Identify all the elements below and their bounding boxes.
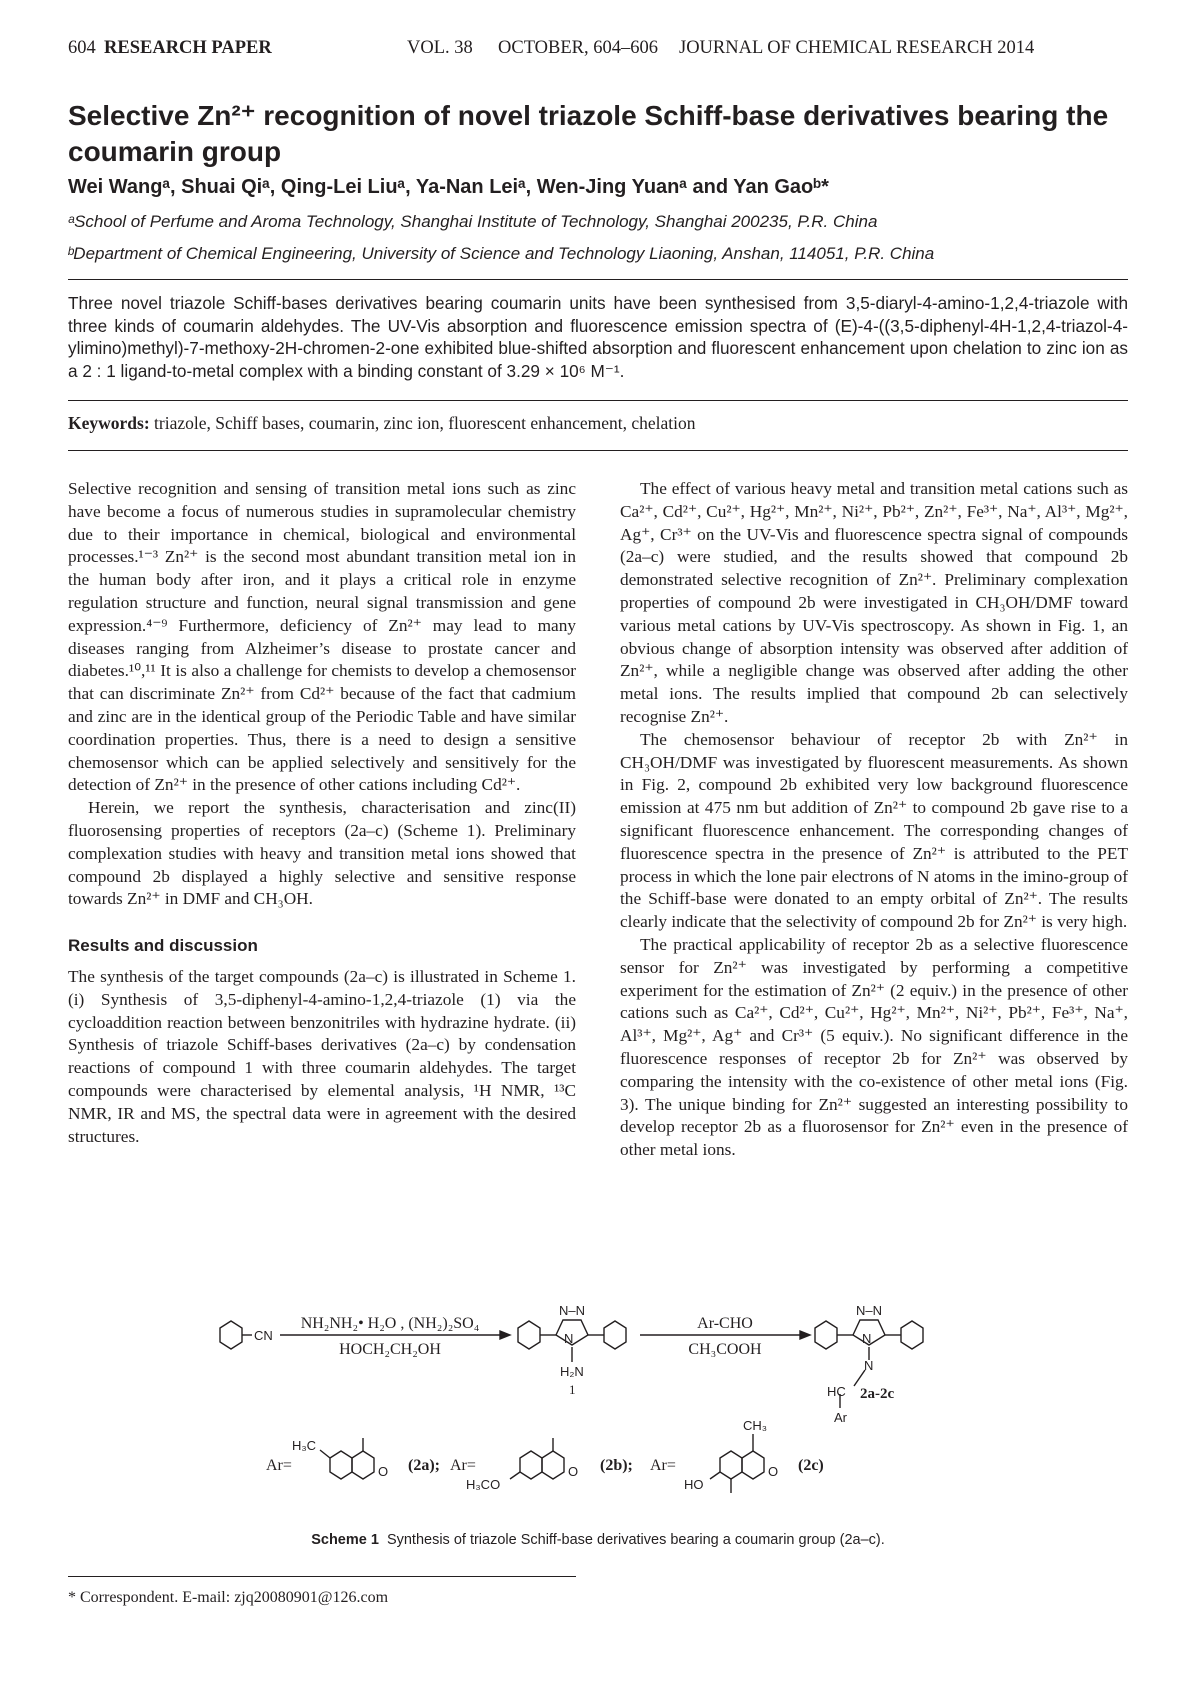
- scheme-cn: CN: [254, 1328, 273, 1343]
- ar-eq-2b: Ar=: [450, 1457, 476, 1474]
- scheme-o-2c: O: [768, 1464, 779, 1479]
- scheme-o-2b: O: [568, 1464, 579, 1479]
- label-2c: (2c): [798, 1457, 824, 1474]
- footnote: * Correspondent. E-mail: zjq20080901@126.com: [68, 1589, 389, 1606]
- scheme-ch3: CH₃: [743, 1418, 768, 1433]
- abstract: Three novel triazole Schiff-bases derivatives bearing coumarin units have been synthesised from 3,5-diaryl-4-amino-1,2,4-triazole with three kinds of coumarin aldehydes. The UV-Vis absorption and fluorescence emission spectra of (E)-4-((3,5-diphenyl-4H-1,2,4-triazol-4-ylimino)methyl)-7-methoxy-2H-chromen-2-one exhibited blue-shifted absorption and fluorescent enhancement upon chelation to zinc ion as a 2 : 1 ligand-to-metal complex with a binding constant of 3.29 × 10⁶ M⁻¹.: [68, 293, 1128, 381]
- scheme-o-2a: O: [378, 1464, 389, 1479]
- running-header: [68, 38, 1128, 64]
- left-column: [68, 478, 576, 1148]
- ar-eq-2a: Ar=: [266, 1457, 292, 1474]
- paragraph: The effect of various heavy metal and transition metal cations such as Ca²⁺, Cd²⁺, Cu²⁺, Hg²⁺, Mn²⁺, Ni²⁺, Pb²⁺, Zn²⁺, Fe³⁺, Na⁺, Al³⁺, Mg²⁺, Ag⁺, Cr³⁺ on the UV-Vis and fluorescence spectra signal of compounds (2a–c) were studied, and the results showed that compound 2b demonstrated selective recognition of Zn²⁺. Preliminary complexation properties of compound 2b were investigated in CH₃OH/DMF toward various metal cations by UV-Vis spectroscopy. As shown in Fig. 1, an obvious change of absorption intensity was observed after addition of Zn²⁺, while a negligible change was observed after adding the other metal ions. The results implied that compound 2b can selectively recognise Zn²⁺.: [620, 479, 1128, 726]
- product-label: 2a-2c: [860, 1386, 895, 1402]
- keywords-label: Keywords:: [68, 413, 150, 433]
- affiliation-b: ᵇDepartment of Chemical Engineering, University of Science and Technology Liaoning, Anshan, 114051, P.R. China: [68, 244, 935, 263]
- reagent-1-top: NH₂NH₂• H₂O , (NH₂)₂SO₄: [300, 1315, 480, 1332]
- caption-text: Synthesis of triazole Schiff-base derivatives bearing a coumarin group (2a–c).: [386, 1532, 885, 1548]
- journal-name: JOURNAL OF CHEMICAL RESEARCH 2014: [679, 38, 1035, 58]
- ar-eq-2c: Ar=: [650, 1457, 676, 1474]
- reagent-2-bottom: CH₃COOH: [688, 1341, 762, 1358]
- scheme-n-1: N: [564, 1331, 574, 1346]
- scheme-h3co: H₃CO: [466, 1477, 501, 1492]
- affiliation-a: ᵃSchool of Perfume and Aroma Technology, Shanghai Institute of Technology, Shanghai 200235, P.R. China: [68, 212, 878, 231]
- scheme-nn-2: N–N: [855, 1303, 883, 1318]
- label-2b: (2b);: [600, 1457, 633, 1474]
- issue: OCTOBER, 604–606: [498, 38, 659, 58]
- scheme-nn-1: N–N: [558, 1303, 586, 1318]
- reagent-2-top: Ar-CHO: [697, 1315, 753, 1332]
- scheme-hc: HC: [827, 1384, 846, 1399]
- scheme-caption: [68, 1532, 1128, 1548]
- compound-1-label: 1: [569, 1382, 576, 1397]
- scheme-h3c: H₃C: [292, 1438, 317, 1453]
- paragraph: The chemosensor behaviour of receptor 2b with Zn²⁺ in CH₃OH/DMF was investigated by fluorescent measurements. As shown in Fig. 2, compound 2b exhibited very low background fluorescence emission at 475 nm but addition of Zn²⁺ to compound 2b gave rise to a significant fluorescence enhancement. The corresponding changes of fluorescence spectra in the presence of Zn²⁺ is attributed to the PET process in which the lone pair electrons of N atoms in the imino-group of the Schiff-base were donated to an empty orbital of Zn²⁺. The results clearly indicate that the selectivity of compound 2b for Zn²⁺ is very high.: [620, 729, 1128, 932]
- section-label: RESEARCH PAPER: [104, 38, 272, 58]
- paragraph: The synthesis of the target compounds (2a–c) is illustrated in Scheme 1. (i) Synthesis of 3,5-diphenyl-4-amino-1,2,4-triazole (1) via the cycloaddition reaction between benzonitriles with hydrazine hydrate. (ii) Synthesis of triazole Schiff-bases derivatives (2a–c) by condensation reactions of compound 1 with three coumarin aldehydes. The target compounds were characterised by elemental analysis, ¹H NMR, ¹³C NMR, IR and MS, the spectral data were in agreement with the desired structures.: [68, 966, 576, 1146]
- reagent-1-bottom: HOCH₂CH₂OH: [339, 1341, 441, 1358]
- scheme-h2n: H₂N: [560, 1364, 584, 1379]
- paragraph: The practical applicability of receptor 2b as a selective fluorescence sensor for Zn²⁺ was investigated by performing a competitive experiment for the estimation of Zn²⁺ (2 equiv.) in the presence of other cations such as Ca²⁺, Cd²⁺, Cu²⁺, Hg²⁺, Mn²⁺, Ni²⁺, Pb²⁺, Fe³⁺, Na⁺, Al³⁺, Mg²⁺, Ag⁺ and Cr³⁺ (5 equiv.). No significant difference in the fluorescence responses of receptor 2b for Zn²⁺ was observed by comparing the intensity with the co-existence of other metal ions (Fig. 3). The unique binding for Zn²⁺ suggested an interesting possibility to develop receptor 2b as a fluorosensor for Zn²⁺ even in the presence of other metal ions.: [620, 934, 1128, 1160]
- divider: [68, 279, 1128, 280]
- reaction-scheme: [200, 1290, 980, 1520]
- right-column: [620, 478, 1128, 1162]
- scheme-ho: HO: [684, 1477, 704, 1492]
- volume: VOL. 38: [407, 38, 473, 58]
- keywords-text: triazole, Schiff bases, coumarin, zinc ion, fluorescent enhancement, chelation: [154, 413, 696, 433]
- scheme-n-3: N: [864, 1358, 874, 1373]
- divider: [68, 400, 1128, 401]
- section-heading: Results and discussion: [68, 936, 258, 956]
- paragraph: Selective recognition and sensing of transition metal ions such as zinc have become a focus of numerous studies in supramolecular chemistry due to their importance in chemical, biological and environmental processes.¹⁻³ Zn²⁺ is the second most abundant transition metal ion in the human body after iron, and it plays a critical role in enzyme regulation structure and function, neural signal transmission and gene expression.⁴⁻⁹ Furthermore, deficiency of Zn²⁺ may lead to many diseases ranging from Alzheimer’s disease to prostate cancer and diabetes.¹⁰,¹¹ It is also a challenge for chemists to develop a chemosensor that can discriminate Zn²⁺ from Cd²⁺ because of the fact that cadmium and zinc are in the identical group of the Periodic Table and have similar coordination properties. Thus, there is a need to design a sensitive chemosensor which can be applied selectively and sensitively for the detection of Zn²⁺ in the presence of other cations including Cd²⁺.: [68, 479, 576, 795]
- paragraph: Herein, we report the synthesis, characterisation and zinc(II) fluorosensing properties of receptors (2a–c) (Scheme 1). Preliminary complexation studies with heavy and transition metal ions showed that compound 2b displayed a highly selective and sensitive response towards Zn²⁺ in DMF and CH₃OH.: [68, 798, 576, 909]
- label-2a: (2a);: [408, 1457, 440, 1474]
- footnote-rule: [68, 1576, 576, 1577]
- scheme-ar: Ar: [834, 1410, 847, 1425]
- divider: [68, 450, 1128, 451]
- caption-label: Scheme 1: [311, 1532, 379, 1548]
- author-list: Wei Wangᵃ, Shuai Qiᵃ, Qing-Lei Liuᵃ, Ya-Nan Leiᵃ, Wen-Jing Yuanᵃ and Yan Gaoᵇ*: [68, 176, 829, 198]
- article-title: Selective Zn²⁺ recognition of novel triazole Schiff-base derivatives bearing the coumarin group: [68, 100, 1109, 167]
- page-number: 604: [68, 38, 96, 58]
- scheme-n-2: N: [862, 1331, 872, 1346]
- keywords: [68, 413, 1128, 434]
